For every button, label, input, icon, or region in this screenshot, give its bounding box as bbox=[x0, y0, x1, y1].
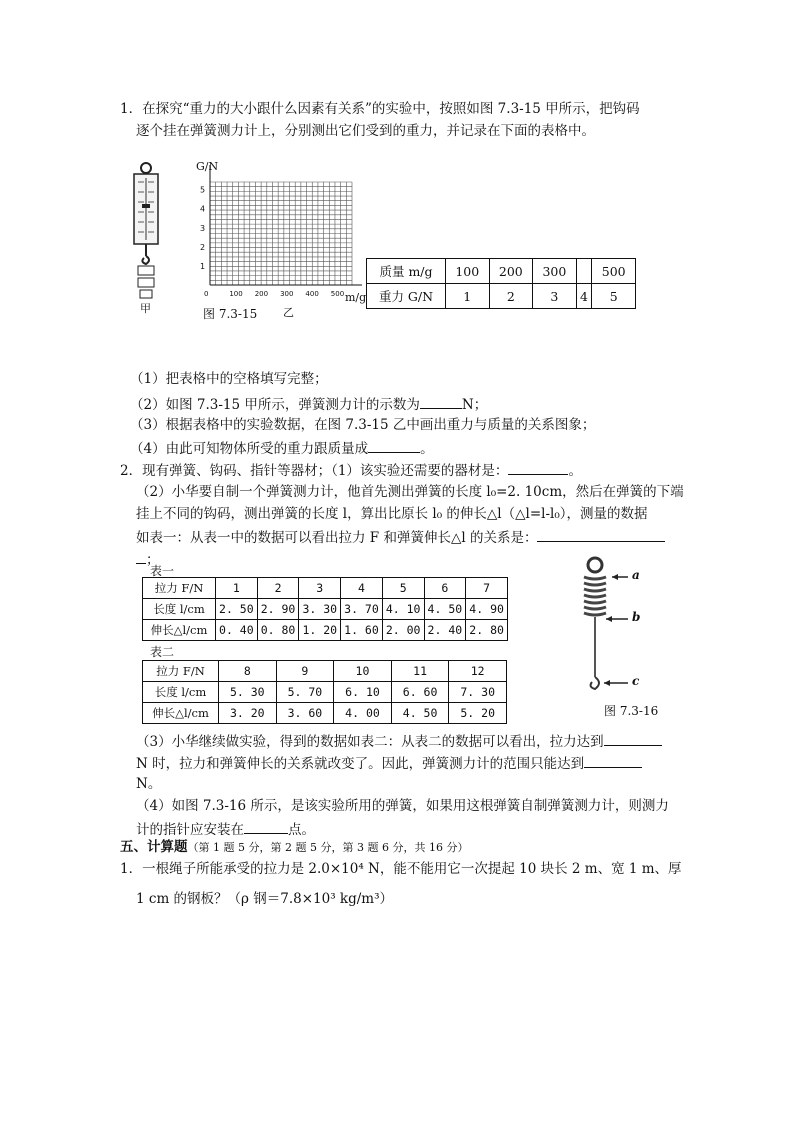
answer-blank[interactable] bbox=[508, 460, 568, 475]
answer-blank[interactable] bbox=[136, 549, 146, 564]
s5-q1-line2: 1 cm 的钢板？（ρ 钢＝7.8×10³ kg/m³） bbox=[136, 891, 394, 907]
y-axis-label: G/N bbox=[196, 160, 219, 173]
table-cell: 12 bbox=[449, 661, 507, 682]
mass-gravity-table bbox=[366, 258, 636, 309]
table-cell: 5. 30 bbox=[219, 682, 277, 703]
table-header: 长度 l/cm bbox=[143, 599, 216, 620]
table-row bbox=[143, 578, 508, 599]
table-cell: 7 bbox=[466, 578, 508, 599]
table-cell: 4 bbox=[341, 578, 383, 599]
q1-sub4-text: （4）由此可知物体所受的重力跟质量成 bbox=[130, 441, 369, 457]
table-b-title: 表二 bbox=[150, 645, 175, 659]
table-cell: 0. 80 bbox=[257, 620, 299, 641]
table-row bbox=[367, 284, 636, 309]
q2-sub3a bbox=[136, 731, 662, 751]
table-cell: 1. 60 bbox=[341, 620, 383, 641]
table-cell: 5. 20 bbox=[449, 703, 507, 724]
table-cell: 2. 00 bbox=[382, 620, 424, 641]
table-cell: 300 bbox=[533, 259, 577, 284]
y-tick-label: 1 bbox=[200, 261, 206, 271]
spring-figure bbox=[570, 555, 680, 695]
table-cell: 11 bbox=[391, 661, 449, 682]
q2-line1-tail: 。 bbox=[568, 463, 582, 479]
table-cell: 8 bbox=[219, 661, 277, 682]
table-cell: 4. 50 bbox=[391, 703, 449, 724]
q2-sub3a-text: （3）小华继续做实验，得到的数据如表二：从表二的数据可以看出，拉力达到 bbox=[136, 734, 604, 750]
y-tick-label: 4 bbox=[200, 204, 206, 214]
y-tick-label: 3 bbox=[200, 223, 206, 233]
q1-sub4 bbox=[130, 438, 434, 458]
x-tick-label: 300 bbox=[280, 290, 294, 298]
table-cell: 5 bbox=[382, 578, 424, 599]
q1-line2: 逐个挂在弹簧测力计上，分别测出它们受到的重力，并记录在下面的表格中。 bbox=[136, 123, 595, 139]
table-cell: 200 bbox=[489, 259, 533, 284]
table-cell: 4. 50 bbox=[424, 599, 466, 620]
x-tick-label: 500 bbox=[330, 290, 345, 298]
q1-line1: 1．在探究“重力的大小跟什么因素有关系”的实验中，按照如图 7.3-15 甲所示，把钩码 bbox=[120, 101, 640, 117]
fig1-label-yi: 乙 bbox=[283, 306, 294, 319]
table-cell: 3. 60 bbox=[276, 703, 334, 724]
q1-sub1: （1）把表格中的空格填写完整； bbox=[130, 371, 328, 387]
table-header: 拉力 F/N bbox=[143, 661, 219, 682]
table-cell: 6. 10 bbox=[334, 682, 392, 703]
graph-grid bbox=[190, 160, 365, 310]
table-row bbox=[143, 703, 507, 724]
table-cell: 2. 50 bbox=[216, 599, 258, 620]
table-header: 拉力 F/N bbox=[143, 578, 216, 599]
q2-line5-tail: ； bbox=[146, 552, 160, 568]
q2-sub4a: （4）如图 7.3-16 所示，是该实验所用的弹簧，如果用这根弹簧自制弹簧测力计，则测力 bbox=[136, 798, 669, 814]
table-cell: 3 bbox=[533, 284, 577, 309]
q2-line3: 挂上不同的钩码，测出弹簧的长度 l，算出比原长 l₀ 的伸长△l（△l=l-l₀），测量的数据 bbox=[136, 506, 648, 522]
table-cell: 6. 60 bbox=[391, 682, 449, 703]
table-cell: 1 bbox=[446, 284, 490, 309]
table-header: 伸长△l/cm bbox=[143, 703, 219, 724]
section5-title: 五、计算题 bbox=[120, 839, 188, 855]
q2-line1-text: 2．现有弹簧、钩码、指针等器材；（1）该实验还需要的器材是： bbox=[120, 463, 509, 479]
q1-sub4-tail: 。 bbox=[420, 441, 434, 457]
q2-sub4b-tail: 点。 bbox=[288, 822, 315, 838]
section5-heading bbox=[120, 838, 468, 857]
table-cell: 3. 30 bbox=[299, 599, 341, 620]
table-cell: 2 bbox=[489, 284, 533, 309]
table-cell: 2 bbox=[257, 578, 299, 599]
table-cell: 4 bbox=[576, 284, 592, 309]
point-label-b: b bbox=[632, 610, 641, 624]
table-cell: 5. 70 bbox=[276, 682, 334, 703]
table-cell: 9 bbox=[276, 661, 334, 682]
table-cell: 2. 40 bbox=[424, 620, 466, 641]
table-a-title: 表一 bbox=[150, 564, 175, 578]
q2-line4-text: 如表一：从表一中的数据可以看出拉力 F 和弹簧伸长△l 的关系是： bbox=[136, 530, 538, 546]
q2-sub4b bbox=[136, 819, 315, 839]
q2-sub3c: N。 bbox=[136, 776, 162, 792]
point-label-a: a bbox=[632, 568, 640, 582]
y-tick-label: 2 bbox=[200, 242, 206, 252]
section5-note: （第 1 题 5 分，第 2 题 5 分，第 3 题 6 分，共 16 分） bbox=[187, 841, 469, 854]
table-cell: 3. 20 bbox=[219, 703, 277, 724]
table-cell: 1 bbox=[216, 578, 258, 599]
table-row bbox=[143, 599, 508, 620]
table-cell: 0. 40 bbox=[216, 620, 258, 641]
table-row bbox=[143, 682, 507, 703]
table-cell: 4. 90 bbox=[466, 599, 508, 620]
y-tick-label: 5 bbox=[200, 185, 206, 195]
table-cell: 4. 00 bbox=[334, 703, 392, 724]
table-cell: 10 bbox=[334, 661, 392, 682]
q2-line1 bbox=[120, 460, 582, 480]
q2-sub3b bbox=[136, 753, 642, 773]
q2-sub3b-text: N 时，拉力和弹簧伸长的关系就改变了。因此，弹簧测力计的范围只能达到 bbox=[136, 756, 585, 772]
table-header: 长度 l/cm bbox=[143, 682, 219, 703]
fig2-caption: 图 7.3-16 bbox=[604, 704, 659, 718]
x-tick-label: 200 bbox=[254, 290, 269, 298]
spring-scale-figure bbox=[126, 160, 166, 310]
table-cell: 5 bbox=[592, 284, 636, 309]
q2-line4 bbox=[136, 527, 665, 547]
table-header: 伸长△l/cm bbox=[143, 620, 216, 641]
table-cell: 100 bbox=[446, 259, 490, 284]
table-header-mass: 质量 m/g bbox=[367, 259, 446, 284]
table-cell: 3 bbox=[299, 578, 341, 599]
answer-blank[interactable] bbox=[368, 438, 420, 453]
table-cell: 7. 30 bbox=[449, 682, 507, 703]
table-cell: 1. 20 bbox=[299, 620, 341, 641]
table-header-gravity: 重力 G/N bbox=[367, 284, 446, 309]
table-cell: 500 bbox=[592, 259, 636, 284]
q1-sub2 bbox=[130, 394, 487, 414]
table-b bbox=[142, 660, 507, 724]
s5-q1-line1: 1．一根绳子所能承受的拉力是 2.0×10⁴ N，能不能用它一次提起 10 块长 2 m、宽 1 m、厚 bbox=[120, 861, 682, 877]
answer-blank[interactable] bbox=[244, 819, 288, 834]
fig1-label-jia: 甲 bbox=[140, 302, 151, 315]
table-cell: 2. 80 bbox=[466, 620, 508, 641]
table-cell: 2. 90 bbox=[257, 599, 299, 620]
x-tick-label: 0 bbox=[204, 290, 209, 298]
table-cell: 3. 70 bbox=[341, 599, 383, 620]
q1-sub2-tail: N； bbox=[461, 397, 488, 413]
fig1-caption: 图 7.3-15 bbox=[203, 307, 258, 321]
answer-blank[interactable] bbox=[420, 394, 462, 409]
x-tick-label: 400 bbox=[305, 290, 319, 298]
table-row bbox=[143, 661, 507, 682]
q1-sub3: （3）根据表格中的实验数据，在图 7.3-15 乙中画出重力与质量的关系图象； bbox=[130, 417, 596, 433]
answer-blank[interactable] bbox=[604, 731, 662, 746]
q1-sub2-text: （2）如图 7.3-15 甲所示，弹簧测力计的示数为 bbox=[130, 397, 420, 413]
table-cell-empty[interactable] bbox=[576, 259, 592, 284]
table-cell: 6 bbox=[424, 578, 466, 599]
q2-sub4b-text: 计的指针应安装在 bbox=[136, 822, 244, 838]
q2-line2: （2）小华要自制一个弹簧测力计，他首先测出弹簧的长度 l₀=2. 10cm，然后在弹簧的下端 bbox=[136, 484, 684, 500]
table-cell: 4. 10 bbox=[382, 599, 424, 620]
table-row bbox=[143, 620, 508, 641]
point-label-c: c bbox=[632, 674, 640, 688]
answer-blank[interactable] bbox=[537, 527, 665, 542]
x-axis-label: m/g bbox=[345, 291, 367, 304]
table-a bbox=[142, 577, 508, 641]
x-tick-label: 100 bbox=[229, 290, 243, 298]
answer-blank[interactable] bbox=[584, 753, 642, 768]
table-row bbox=[367, 259, 636, 284]
